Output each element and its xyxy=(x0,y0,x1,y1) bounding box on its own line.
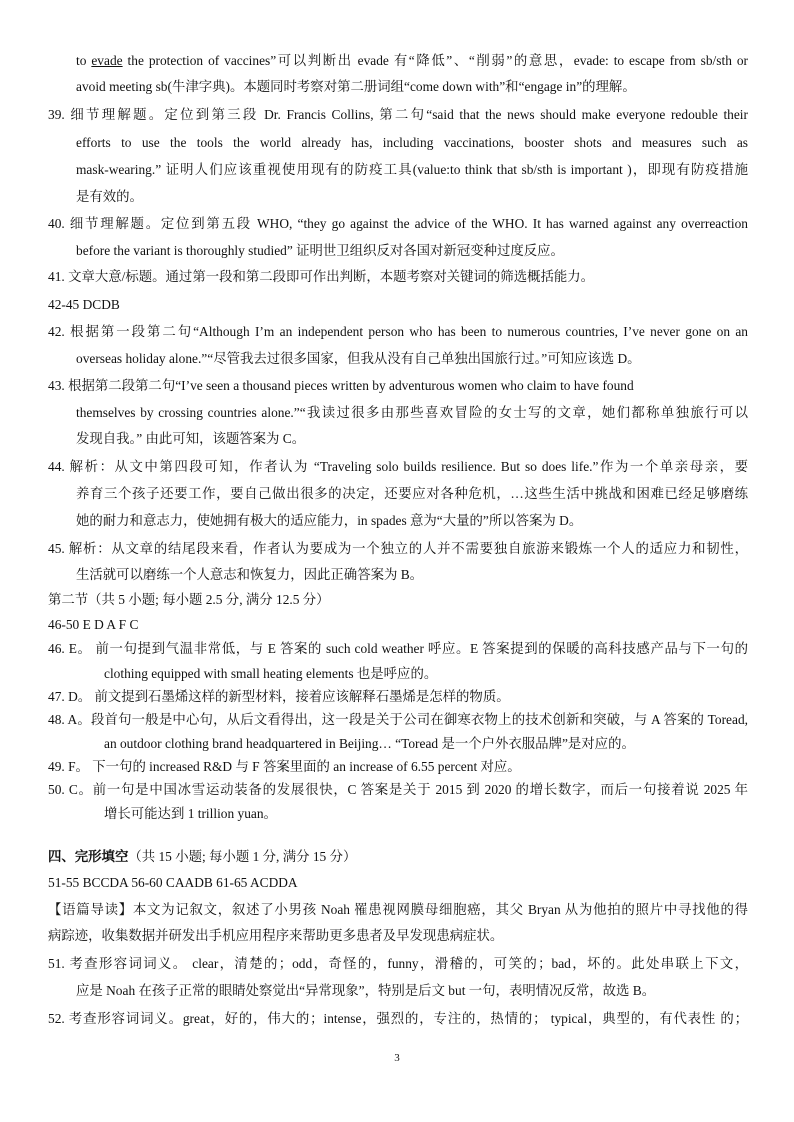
text-line: 四、完形填空（共 15 小题; 每小题 1 分, 满分 15 分） xyxy=(48,849,357,864)
text-line: 发现自我。” 由此可知，该题答案为 C。 xyxy=(76,431,306,446)
text-line: overseas holiday alone.”“尽管我去过很多国家，但我从没有自己单独出国旅行过。”可知应该选 D。 xyxy=(76,351,641,366)
text-line: 她的耐力和意志力，使她拥有极大的适应能力，in spades 意为“大量的”所以答案为 D。 xyxy=(76,513,583,528)
text-line: 46-50 E D A F C xyxy=(48,617,139,632)
text-line: 46. E。 前一句提到气温非常低，与 E 答案的 such cold weather 呼应。E 答案提到的保暖的高科技感产品与下一句的 xyxy=(48,641,748,656)
text-line: before the variant is thoroughly studied” 证明世卫组织反对各国对新冠变种过度反应。 xyxy=(76,243,564,258)
text-line: 50. C。前一句是中国冰雪运动装备的发展很快，C 答案是关于 2015 到 2020 的增长数字，而后一句接着说 2025 年 xyxy=(48,782,748,797)
text-line: 45. 解析：从文章的结尾段来看，作者认为要成为一个独立的人并不需要独自旅游来锻炼一个人的适应力和韧性， xyxy=(48,541,748,556)
text-line: 51. 考查形容词词义。 clear，清楚的；odd，奇怪的，funny，滑稽的，可笑的；bad，坏的。此处串联上下文， xyxy=(48,956,748,971)
text-line: 41. 文章大意/标题。通过第一段和第二段即可作出判断，本题考察对关键词的筛选概括能力。 xyxy=(48,269,595,284)
text-line: 第二节（共 5 小题; 每小题 2.5 分, 满分 12.5 分） xyxy=(48,592,330,607)
text-line: an outdoor clothing brand headquartered in Beijing… “Toread 是一个户外衣服品牌”是对应的。 xyxy=(104,736,635,751)
text-line: 43. 根据第二段第二句“I’ve seen a thousand pieces written by adventurous women who claim to have found xyxy=(48,378,634,393)
text-line: 47. D。 前文提到石墨烯这样的新型材料，接着应该解释石墨烯是怎样的物质。 xyxy=(48,689,510,704)
text-line: 44. 解析：从文中第四段可知，作者认为 “Traveling solo builds resilience. But so does life.”作为一个单亲母亲，要 xyxy=(48,459,748,474)
text-line: clothing equipped with small heating elements 也是呼应的。 xyxy=(104,666,438,681)
text-line: 49. F。 下一句的 increased R&D 与 F 答案里面的 an increase of 6.55 percent 对应。 xyxy=(48,759,521,774)
text-line: 应是 Noah 在孩子正常的眼睛处察觉出“异常现象”，特别是后文 but 一句，表明情况反常，故选 B。 xyxy=(76,983,656,998)
text-line: efforts to use the tools the world already has, including vaccinations, booster shots and measures such as xyxy=(76,135,748,150)
text-line: 是有效的。 xyxy=(76,189,143,204)
text-line: 42-45 DCDB xyxy=(48,297,120,312)
text-line: 42. 根据第一段第二句“Although I’m an independent person who has been to numerous countries, I’ve never gone on an xyxy=(48,324,748,339)
text-line: 生活就可以磨练一个人意志和恢复力，因此正确答案为 B。 xyxy=(76,567,424,582)
text-line: 增长可能达到 1 trillion yuan。 xyxy=(104,806,277,821)
text-line: 【语篇导读】本文为记叙文，叙述了小男孩 Noah 罹患视网膜母细胞癌，其父 Bryan 从为他拍的照片中寻找他的得 xyxy=(48,902,748,917)
text-line: 52. 考查形容词词义。great，好的，伟大的；intense，强烈的，专注的，热情的； typical，典型的，有代表性 的； xyxy=(48,1011,748,1026)
page-number: 3 xyxy=(394,1052,400,1064)
text-line: 养育三个孩子还要工作，要自己做出很多的决定，还要应对各种危机，…这些生活中挑战和困难已经足够磨练 xyxy=(76,486,748,501)
text-line: avoid meeting sb(牛津字典)。本题同时考察对第二册词组“come down with”和“engage in”的理解。 xyxy=(76,79,636,94)
text-line: mask-wearing.” 证明人们应该重视使用现有的防疫工具(value:to think that sb/sth is important )，即现有防疫措施 xyxy=(76,162,748,177)
text-line: to evade the protection of vaccines”可以判断出 evade 有“降低”、“削弱”的意思，evade: to escape from sb/sth or xyxy=(76,53,748,68)
text-line: 40. 细节理解题。定位到第五段 WHO, “they go against the advice of the WHO. It has warned against any overreaction xyxy=(48,216,748,231)
text-line: 病踪迹，收集数据并研发出手机应用程序来帮助更多患者及早发现患病症状。 xyxy=(48,928,504,943)
text-line: 51-55 BCCDA 56-60 CAADB 61-65 ACDDA xyxy=(48,875,298,890)
text-line: themselves by crossing countries alone.”“我读过很多由那些喜欢冒险的女士写的文章，她们都称单独旅行可以 xyxy=(76,405,748,420)
text-line: 39. 细节理解题。定位到第三段 Dr. Francis Collins, 第二句“said that the news should make everyone redouble their xyxy=(48,107,748,122)
text-line: 48. A。段首句一般是中心句，从后文看得出，这一段是关于公司在御寒衣物上的技术创新和突破，与 A 答案的 Toread, xyxy=(48,712,748,727)
